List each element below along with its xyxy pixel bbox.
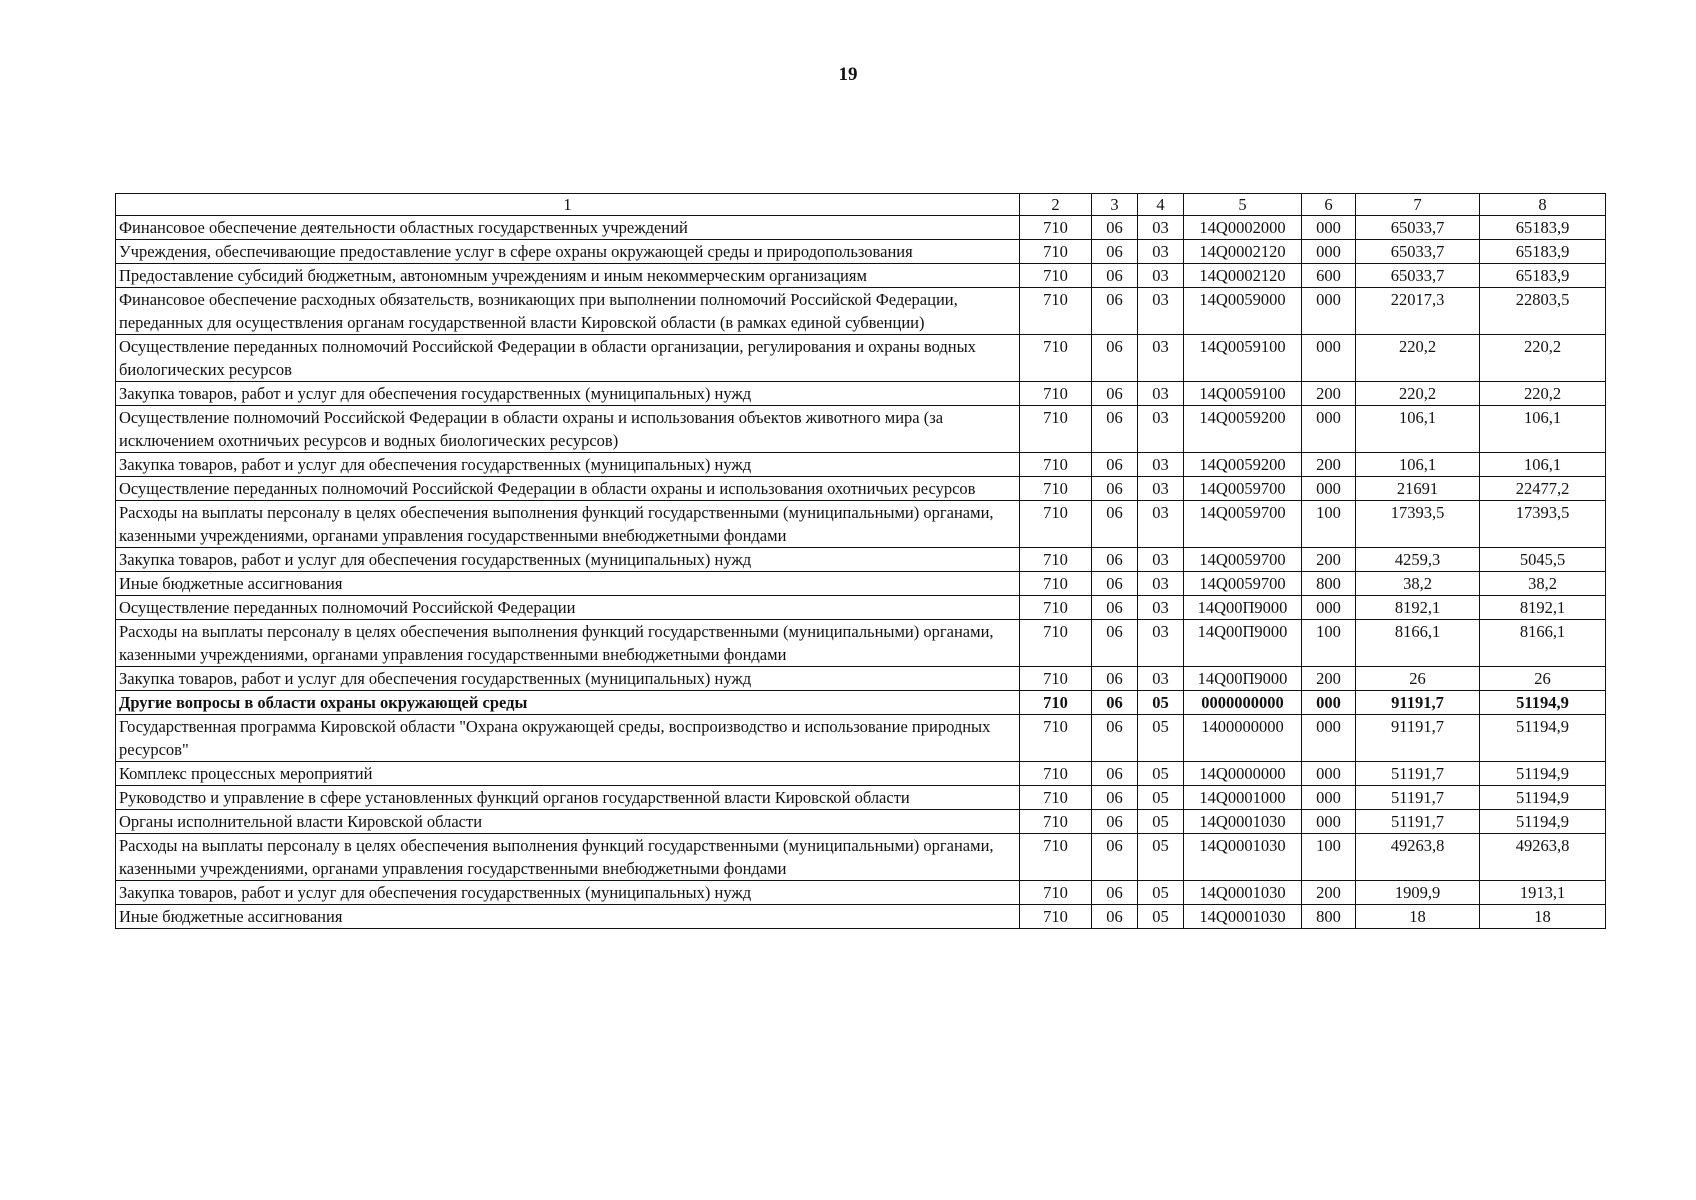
cell-expense-type: 200: [1302, 382, 1356, 406]
cell-target-article: 14Q0059200: [1184, 406, 1302, 453]
cell-subsection: 05: [1138, 691, 1184, 715]
cell-subsection: 03: [1138, 501, 1184, 548]
cell-section: 06: [1092, 691, 1138, 715]
cell-name: Расходы на выплаты персоналу в целях обеспечения выполнения функций государственными (муниципальными) органами, казенными учреждениями, органами управления государственными внебюджетными фондами: [116, 501, 1020, 548]
cell-target-article: 14Q0001030: [1184, 881, 1302, 905]
cell-amount-col7: 220,2: [1356, 335, 1480, 382]
cell-name: Осуществление полномочий Российской Федерации в области охраны и использования объектов животного мира (за исключением охотничьих ресурсов и водных биологических ресурсов): [116, 406, 1020, 453]
cell-amount-col8: 65183,9: [1480, 240, 1606, 264]
cell-name: Осуществление переданных полномочий Российской Федерации в области организации, регулирования и охраны водных биологических ресурсов: [116, 335, 1020, 382]
table-row: [116, 620, 1606, 667]
cell-target-article: 14Q0059700: [1184, 572, 1302, 596]
cell-section: 06: [1092, 382, 1138, 406]
cell-ministry-code: 710: [1020, 453, 1092, 477]
table-row: [116, 501, 1606, 548]
cell-amount-col7: 22017,3: [1356, 288, 1480, 335]
cell-expense-type: 000: [1302, 715, 1356, 762]
cell-target-article: 14Q0002000: [1184, 216, 1302, 240]
cell-name: Комплекс процессных мероприятий: [116, 762, 1020, 786]
cell-expense-type: 800: [1302, 905, 1356, 929]
cell-expense-type: 800: [1302, 572, 1356, 596]
cell-ministry-code: 710: [1020, 905, 1092, 929]
cell-ministry-code: 710: [1020, 382, 1092, 406]
cell-amount-col8: 22803,5: [1480, 288, 1606, 335]
cell-name: Финансовое обеспечение расходных обязательств, возникающих при выполнении полномочий Российской Федерации, переданных для осуществления органам государственной власти Кировской области (в рамках единой субвенции): [116, 288, 1020, 335]
cell-expense-type: 000: [1302, 335, 1356, 382]
cell-amount-col8: 51194,9: [1480, 810, 1606, 834]
cell-expense-type: 000: [1302, 810, 1356, 834]
cell-subsection: 05: [1138, 810, 1184, 834]
cell-name: Другие вопросы в области охраны окружающей среды: [116, 691, 1020, 715]
cell-amount-col8: 5045,5: [1480, 548, 1606, 572]
cell-amount-col8: 18: [1480, 905, 1606, 929]
cell-amount-col7: 91191,7: [1356, 691, 1480, 715]
cell-amount-col8: 1913,1: [1480, 881, 1606, 905]
cell-target-article: 14Q0059000: [1184, 288, 1302, 335]
cell-expense-type: 000: [1302, 786, 1356, 810]
cell-subsection: 03: [1138, 572, 1184, 596]
cell-section: 06: [1092, 453, 1138, 477]
cell-target-article: 14Q0001030: [1184, 905, 1302, 929]
table-row: [116, 762, 1606, 786]
cell-expense-type: 000: [1302, 288, 1356, 335]
cell-section: 06: [1092, 216, 1138, 240]
cell-amount-col8: 65183,9: [1480, 216, 1606, 240]
cell-name: Закупка товаров, работ и услуг для обеспечения государственных (муниципальных) нужд: [116, 382, 1020, 406]
cell-amount-col7: 4259,3: [1356, 548, 1480, 572]
cell-ministry-code: 710: [1020, 240, 1092, 264]
cell-subsection: 03: [1138, 406, 1184, 453]
cell-name: Закупка товаров, работ и услуг для обеспечения государственных (муниципальных) нужд: [116, 453, 1020, 477]
table-header: [116, 194, 1606, 216]
cell-amount-col8: 65183,9: [1480, 264, 1606, 288]
cell-section: 06: [1092, 240, 1138, 264]
cell-section: 06: [1092, 881, 1138, 905]
cell-amount-col8: 220,2: [1480, 335, 1606, 382]
table-row: [116, 905, 1606, 929]
table-row: [116, 667, 1606, 691]
cell-target-article: 1400000000: [1184, 715, 1302, 762]
cell-amount-col7: 8192,1: [1356, 596, 1480, 620]
cell-section: 06: [1092, 762, 1138, 786]
cell-amount-col7: 26: [1356, 667, 1480, 691]
table-row: [116, 477, 1606, 501]
table-row: [116, 382, 1606, 406]
cell-amount-col8: 51194,9: [1480, 762, 1606, 786]
column-header-5: 5: [1184, 194, 1302, 216]
cell-amount-col7: 51191,7: [1356, 786, 1480, 810]
table-row: [116, 216, 1606, 240]
cell-expense-type: 000: [1302, 477, 1356, 501]
cell-amount-col8: 51194,9: [1480, 786, 1606, 810]
cell-ministry-code: 710: [1020, 216, 1092, 240]
cell-section: 06: [1092, 786, 1138, 810]
column-header-4: 4: [1138, 194, 1184, 216]
cell-target-article: 14Q0059700: [1184, 477, 1302, 501]
cell-target-article: 14Q0059100: [1184, 382, 1302, 406]
cell-expense-type: 200: [1302, 453, 1356, 477]
cell-ministry-code: 710: [1020, 620, 1092, 667]
cell-target-article: 14Q0001000: [1184, 786, 1302, 810]
cell-name: Закупка товаров, работ и услуг для обеспечения государственных (муниципальных) нужд: [116, 881, 1020, 905]
cell-name: Расходы на выплаты персоналу в целях обеспечения выполнения функций государственными (муниципальными) органами, казенными учреждениями, органами управления государственными внебюджетными фондами: [116, 834, 1020, 881]
table-row: [116, 715, 1606, 762]
page-number: 19: [838, 64, 858, 85]
cell-section: 06: [1092, 572, 1138, 596]
cell-amount-col7: 51191,7: [1356, 810, 1480, 834]
cell-expense-type: 000: [1302, 691, 1356, 715]
cell-name: Осуществление переданных полномочий Российской Федерации в области охраны и использования охотничьих ресурсов: [116, 477, 1020, 501]
cell-amount-col7: 8166,1: [1356, 620, 1480, 667]
cell-ministry-code: 710: [1020, 572, 1092, 596]
cell-name: Закупка товаров, работ и услуг для обеспечения государственных (муниципальных) нужд: [116, 548, 1020, 572]
cell-amount-col8: 106,1: [1480, 406, 1606, 453]
table-row: [116, 572, 1606, 596]
cell-amount-col8: 38,2: [1480, 572, 1606, 596]
cell-amount-col8: 8192,1: [1480, 596, 1606, 620]
cell-name: Государственная программа Кировской области "Охрана окружающей среды, воспроизводство и использование природных ресурсов": [116, 715, 1020, 762]
cell-ministry-code: 710: [1020, 667, 1092, 691]
cell-expense-type: 000: [1302, 596, 1356, 620]
cell-target-article: 14Q0001030: [1184, 810, 1302, 834]
cell-section: 06: [1092, 548, 1138, 572]
cell-ministry-code: 710: [1020, 406, 1092, 453]
cell-ministry-code: 710: [1020, 881, 1092, 905]
cell-subsection: 03: [1138, 620, 1184, 667]
table-row: [116, 264, 1606, 288]
cell-ministry-code: 710: [1020, 786, 1092, 810]
cell-section: 06: [1092, 810, 1138, 834]
table-row: [116, 834, 1606, 881]
cell-expense-type: 000: [1302, 762, 1356, 786]
table-row: [116, 596, 1606, 620]
cell-ministry-code: 710: [1020, 715, 1092, 762]
cell-amount-col8: 26: [1480, 667, 1606, 691]
cell-ministry-code: 710: [1020, 548, 1092, 572]
cell-ministry-code: 710: [1020, 810, 1092, 834]
cell-name: Учреждения, обеспечивающие предоставление услуг в сфере охраны окружающей среды и природопользования: [116, 240, 1020, 264]
cell-subsection: 03: [1138, 288, 1184, 335]
column-header-7: 7: [1356, 194, 1480, 216]
cell-amount-col7: 65033,7: [1356, 264, 1480, 288]
cell-target-article: 14Q0059700: [1184, 548, 1302, 572]
cell-subsection: 05: [1138, 786, 1184, 810]
table-row: [116, 881, 1606, 905]
cell-amount-col7: 49263,8: [1356, 834, 1480, 881]
cell-name: Осуществление переданных полномочий Российской Федерации: [116, 596, 1020, 620]
header-row: [116, 194, 1606, 216]
table-body: [116, 216, 1606, 929]
cell-expense-type: 200: [1302, 667, 1356, 691]
cell-ministry-code: 710: [1020, 834, 1092, 881]
cell-target-article: 14Q0059100: [1184, 335, 1302, 382]
cell-target-article: 14Q00П9000: [1184, 620, 1302, 667]
cell-ministry-code: 710: [1020, 477, 1092, 501]
cell-ministry-code: 710: [1020, 264, 1092, 288]
table-row: [116, 810, 1606, 834]
cell-subsection: 05: [1138, 905, 1184, 929]
cell-section: 06: [1092, 620, 1138, 667]
cell-amount-col7: 18: [1356, 905, 1480, 929]
cell-target-article: 14Q0001030: [1184, 834, 1302, 881]
cell-subsection: 05: [1138, 881, 1184, 905]
cell-section: 06: [1092, 335, 1138, 382]
cell-name: Иные бюджетные ассигнования: [116, 572, 1020, 596]
cell-name: Закупка товаров, работ и услуг для обеспечения государственных (муниципальных) нужд: [116, 667, 1020, 691]
cell-expense-type: 100: [1302, 620, 1356, 667]
cell-name: Руководство и управление в сфере установленных функций органов государственной власти Кировской области: [116, 786, 1020, 810]
cell-target-article: 14Q00П9000: [1184, 667, 1302, 691]
column-header-1: 1: [116, 194, 1020, 216]
cell-section: 06: [1092, 406, 1138, 453]
cell-section: 06: [1092, 905, 1138, 929]
cell-target-article: 14Q00П9000: [1184, 596, 1302, 620]
table-row: [116, 406, 1606, 453]
table-row: [116, 786, 1606, 810]
column-header-8: 8: [1480, 194, 1606, 216]
cell-amount-col8: 49263,8: [1480, 834, 1606, 881]
cell-section: 06: [1092, 715, 1138, 762]
cell-expense-type: 200: [1302, 548, 1356, 572]
cell-expense-type: 000: [1302, 240, 1356, 264]
column-header-3: 3: [1092, 194, 1138, 216]
cell-section: 06: [1092, 596, 1138, 620]
cell-ministry-code: 710: [1020, 288, 1092, 335]
table-row: [116, 453, 1606, 477]
cell-subsection: 03: [1138, 240, 1184, 264]
cell-expense-type: 000: [1302, 216, 1356, 240]
cell-amount-col7: 220,2: [1356, 382, 1480, 406]
cell-target-article: 14Q0059700: [1184, 501, 1302, 548]
cell-amount-col8: 51194,9: [1480, 715, 1606, 762]
cell-subsection: 05: [1138, 715, 1184, 762]
cell-amount-col7: 38,2: [1356, 572, 1480, 596]
cell-expense-type: 600: [1302, 264, 1356, 288]
cell-name: Органы исполнительной власти Кировской области: [116, 810, 1020, 834]
cell-amount-col8: 22477,2: [1480, 477, 1606, 501]
cell-ministry-code: 710: [1020, 762, 1092, 786]
cell-amount-col7: 65033,7: [1356, 216, 1480, 240]
cell-target-article: 14Q0059200: [1184, 453, 1302, 477]
cell-amount-col7: 91191,7: [1356, 715, 1480, 762]
cell-subsection: 03: [1138, 264, 1184, 288]
cell-subsection: 03: [1138, 216, 1184, 240]
cell-section: 06: [1092, 477, 1138, 501]
cell-section: 06: [1092, 834, 1138, 881]
table-row: [116, 548, 1606, 572]
cell-expense-type: 000: [1302, 406, 1356, 453]
cell-section: 06: [1092, 667, 1138, 691]
cell-subsection: 03: [1138, 667, 1184, 691]
cell-name: Финансовое обеспечение деятельности областных государственных учреждений: [116, 216, 1020, 240]
cell-amount-col7: 106,1: [1356, 406, 1480, 453]
cell-expense-type: 100: [1302, 501, 1356, 548]
cell-ministry-code: 710: [1020, 335, 1092, 382]
budget-table: [115, 193, 1606, 929]
cell-amount-col7: 106,1: [1356, 453, 1480, 477]
cell-section: 06: [1092, 288, 1138, 335]
table-row: [116, 240, 1606, 264]
table-row: [116, 691, 1606, 715]
cell-subsection: 03: [1138, 477, 1184, 501]
cell-section: 06: [1092, 501, 1138, 548]
cell-subsection: 03: [1138, 382, 1184, 406]
cell-amount-col7: 1909,9: [1356, 881, 1480, 905]
cell-subsection: 03: [1138, 548, 1184, 572]
cell-expense-type: 100: [1302, 834, 1356, 881]
cell-subsection: 05: [1138, 762, 1184, 786]
cell-amount-col7: 65033,7: [1356, 240, 1480, 264]
table-row: [116, 335, 1606, 382]
cell-amount-col8: 8166,1: [1480, 620, 1606, 667]
cell-subsection: 03: [1138, 335, 1184, 382]
cell-subsection: 05: [1138, 834, 1184, 881]
cell-target-article: 14Q0002120: [1184, 240, 1302, 264]
column-header-2: 2: [1020, 194, 1092, 216]
cell-target-article: 14Q0000000: [1184, 762, 1302, 786]
cell-subsection: 03: [1138, 596, 1184, 620]
cell-ministry-code: 710: [1020, 501, 1092, 548]
cell-amount-col8: 106,1: [1480, 453, 1606, 477]
cell-ministry-code: 710: [1020, 691, 1092, 715]
cell-section: 06: [1092, 264, 1138, 288]
cell-expense-type: 200: [1302, 881, 1356, 905]
cell-amount-col7: 51191,7: [1356, 762, 1480, 786]
cell-amount-col8: 220,2: [1480, 382, 1606, 406]
cell-name: Предоставление субсидий бюджетным, автономным учреждениям и иным некоммерческим организациям: [116, 264, 1020, 288]
cell-target-article: 14Q0002120: [1184, 264, 1302, 288]
cell-name: Расходы на выплаты персоналу в целях обеспечения выполнения функций государственными (муниципальными) органами, казенными учреждениями, органами управления государственными внебюджетными фондами: [116, 620, 1020, 667]
cell-name: Иные бюджетные ассигнования: [116, 905, 1020, 929]
cell-amount-col7: 21691: [1356, 477, 1480, 501]
cell-target-article: 0000000000: [1184, 691, 1302, 715]
cell-amount-col8: 51194,9: [1480, 691, 1606, 715]
column-header-6: 6: [1302, 194, 1356, 216]
cell-amount-col7: 17393,5: [1356, 501, 1480, 548]
table-row: [116, 288, 1606, 335]
cell-ministry-code: 710: [1020, 596, 1092, 620]
cell-amount-col8: 17393,5: [1480, 501, 1606, 548]
cell-subsection: 03: [1138, 453, 1184, 477]
